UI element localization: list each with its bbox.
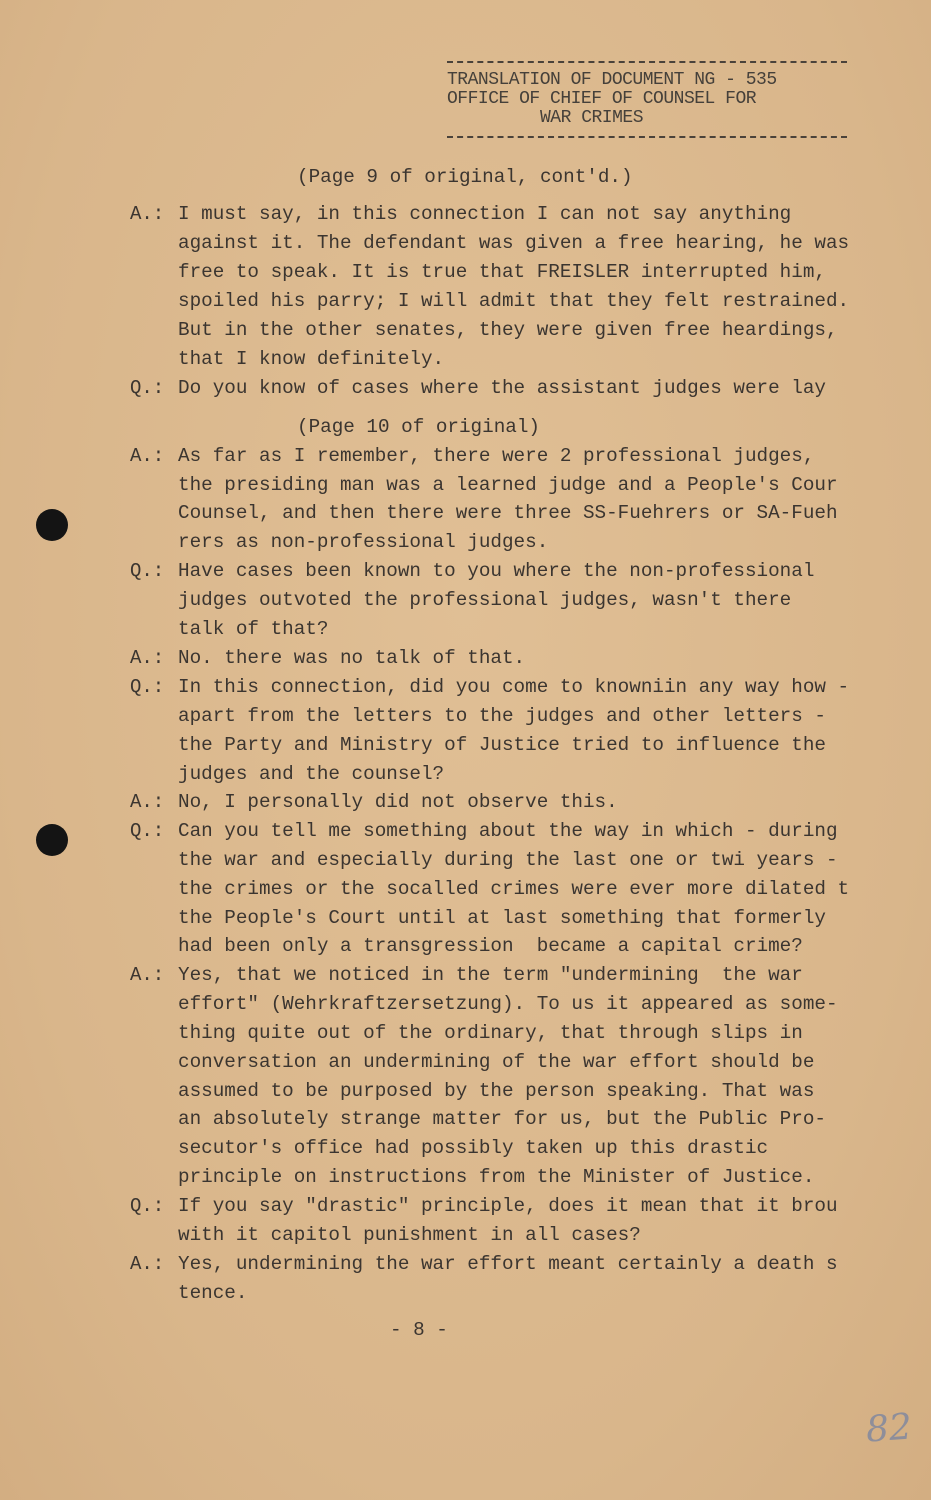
text-line: an absolutely strange matter for us, but the Public Pro- — [178, 1108, 826, 1130]
speaker-label: Q.: — [130, 377, 165, 399]
text-line: with it capitol punishment in all cases? — [178, 1224, 641, 1246]
text-line: Can you tell me something about the way in which - during — [178, 820, 838, 842]
text-line: effort" (Wehrkraftzersetzung). To us it appeared as some- — [178, 993, 838, 1015]
text-line: thing quite out of the ordinary, that through slips in — [178, 1022, 803, 1044]
text-line: against it. The defendant was given a free hearing, he was — [178, 232, 850, 254]
punch-hole — [36, 824, 68, 856]
text-line: In this connection, did you come to knowniin any way how - — [178, 676, 850, 698]
header-line-1: TRANSLATION OF DOCUMENT NG - 535 — [447, 70, 777, 90]
text-line: secutor's office had possibly taken up this drastic — [178, 1137, 769, 1159]
header-line-2: OFFICE OF CHIEF OF COUNSEL FOR — [447, 89, 757, 109]
text-line: If you say "drastic" principle, does it mean that it brou — [178, 1195, 838, 1217]
text-line: Have cases been known to you where the non-professional — [178, 560, 815, 582]
punch-hole — [36, 509, 68, 541]
page-note-9: (Page 9 of original, cont'd.) — [297, 166, 633, 188]
text-line: the crimes or the socalled crimes were ever more dilated t — [178, 878, 850, 900]
text-line: apart from the letters to the judges and other letters - — [178, 705, 826, 727]
header-line-3: WAR CRIMES — [540, 108, 644, 128]
text-line: Yes, undermining the war effort meant certainly a death s — [178, 1253, 838, 1275]
speaker-label: A.: — [130, 1253, 165, 1275]
text-line: spoiled his parry; I will admit that they felt restrained. — [178, 290, 850, 312]
text-line: But in the other senates, they were given free heardings, — [178, 319, 838, 341]
text-line: Do you know of cases where the assistant judges were lay — [178, 377, 826, 399]
text-line: No. there was no talk of that. — [178, 647, 526, 669]
text-line: Counsel, and then there were three SS-Fuehrers or SA-Fueh — [178, 502, 838, 524]
text-line: judges outvoted the professional judges, wasn't there — [178, 589, 792, 611]
text-line: principle on instructions from the Minister of Justice. — [178, 1166, 815, 1188]
text-line: the Party and Ministry of Justice tried to influence the — [178, 734, 826, 756]
text-line: the presiding man was a learned judge and a People's Cour — [178, 474, 838, 496]
text-line: the war and especially during the last one or twi years - — [178, 849, 838, 871]
speaker-label: A.: — [130, 445, 165, 467]
speaker-label: A.: — [130, 647, 165, 669]
page-number: - 8 - — [390, 1319, 448, 1341]
header-rule-bottom — [447, 136, 847, 138]
speaker-label: A.: — [130, 791, 165, 813]
text-line: judges and the counsel? — [178, 763, 445, 785]
text-line: conversation an undermining of the war effort should be — [178, 1051, 815, 1073]
text-line: free to speak. It is true that FREISLER interrupted him, — [178, 261, 826, 283]
text-line: assumed to be purposed by the person speaking. That was — [178, 1080, 815, 1102]
text-line: No, I personally did not observe this. — [178, 791, 618, 813]
text-line: Yes, that we noticed in the term "undermining the war — [178, 964, 803, 986]
speaker-label: Q.: — [130, 560, 165, 582]
text-line: tence. — [178, 1282, 248, 1304]
handwritten-number: 82 — [864, 1406, 914, 1451]
speaker-label: Q.: — [130, 1195, 165, 1217]
speaker-label: Q.: — [130, 676, 165, 698]
text-line: talk of that? — [178, 618, 329, 640]
text-line: I must say, in this connection I can not say anything — [178, 203, 792, 225]
text-line: As far as I remember, there were 2 professional judges, — [178, 445, 815, 467]
page-note-10: (Page 10 of original) — [297, 416, 540, 438]
header-rule-top — [447, 61, 847, 63]
text-line: the People's Court until at last something that formerly — [178, 907, 826, 929]
speaker-label: A.: — [130, 964, 165, 986]
text-line: rers as non-professional judges. — [178, 531, 549, 553]
speaker-label: A.: — [130, 203, 165, 225]
text-line: that I know definitely. — [178, 348, 445, 370]
text-line: had been only a transgression became a capital crime? — [178, 935, 803, 957]
speaker-label: Q.: — [130, 820, 165, 842]
